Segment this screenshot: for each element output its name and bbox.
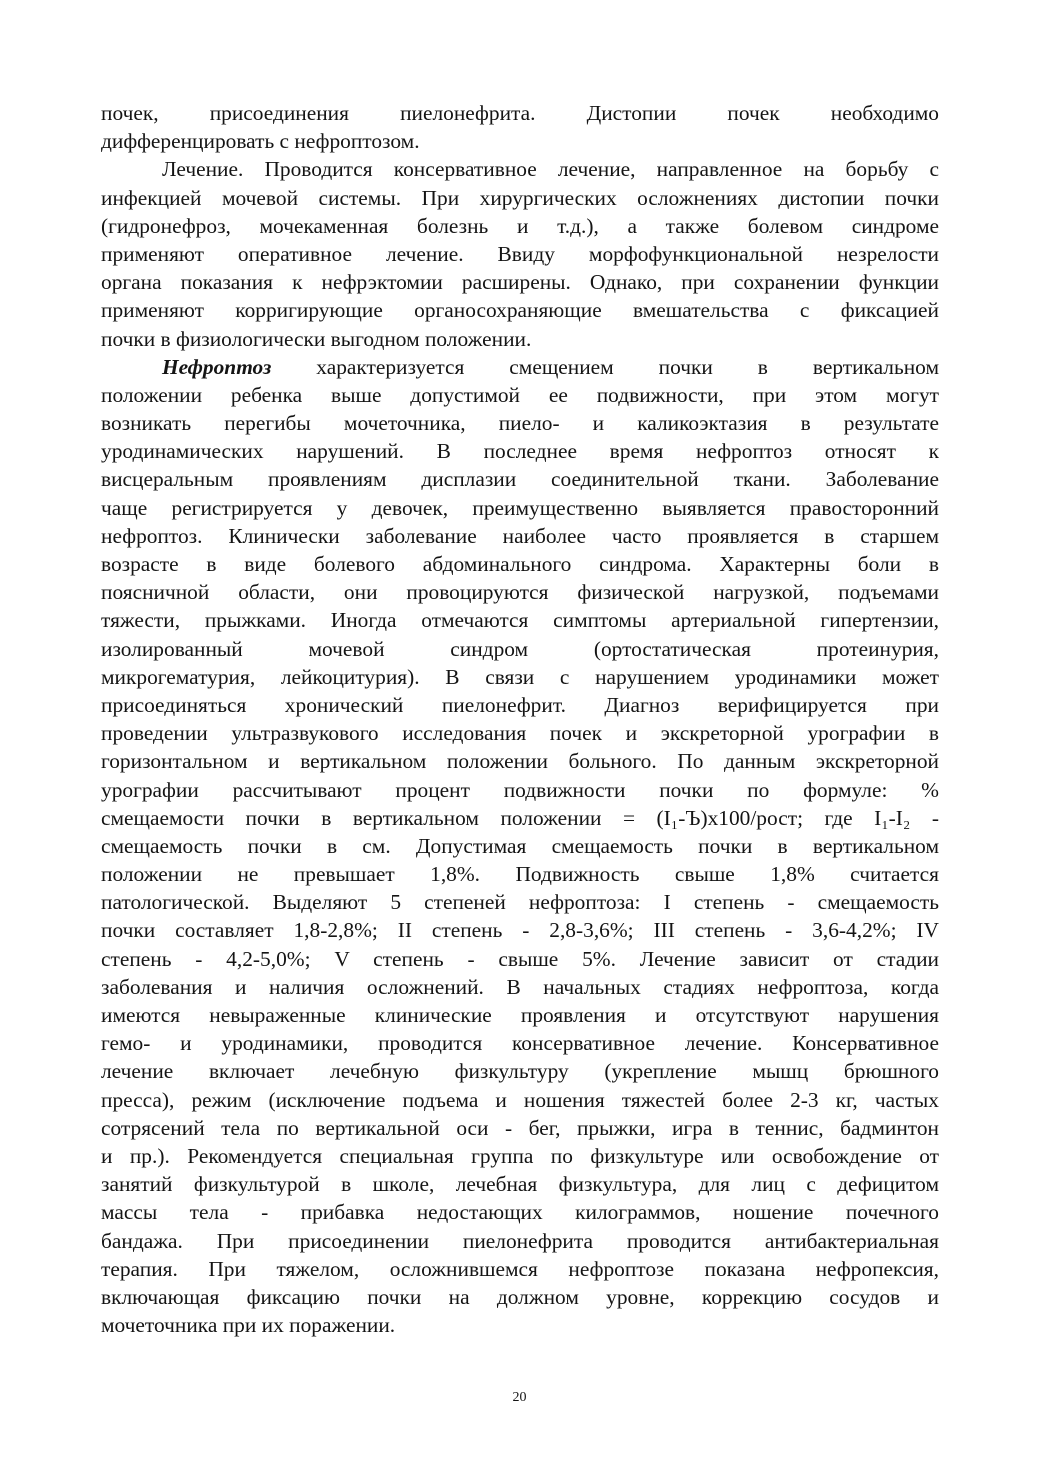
text-line: включающая фиксацию почки на должном уровне, коррекцию сосудов и bbox=[101, 1284, 939, 1309]
text-line: положении не превышает 1,8%. Подвижность свыше 1,8% считается bbox=[101, 862, 939, 887]
paragraph-dystopia-end bbox=[101, 99, 939, 155]
text-line: почки в физиологически выгодном положении. bbox=[101, 326, 532, 351]
text-line: и пр.). Рекомендуется специальная группа по физкультуре или освобождение от bbox=[101, 1143, 939, 1168]
text-line: сотрясений тела по вертикальной оси - бег, прыжки, игра в теннис, бадминтон bbox=[101, 1115, 939, 1140]
text-line: гемо- и уродинамики, проводится консервативное лечение. Консервативное bbox=[101, 1031, 939, 1056]
text-line: мочеточника при их поражении. bbox=[101, 1313, 396, 1338]
text-line: нефроптоз. Клинически заболевание наиболее часто проявляется в старшем bbox=[101, 523, 939, 548]
text-line: висцеральным проявлениям дисплазии соединительной ткани. Заболевание bbox=[101, 467, 939, 492]
text-line: изолированный мочевой синдром (ортостатическая протеинурия, bbox=[101, 636, 939, 661]
text-line: почки составляет 1,8-2,8%; II степень - 2,8-3,6%; III степень - 3,6-4,2%; IV bbox=[101, 918, 939, 943]
text-line: чаще регистрируется у девочек, преимущественно выявляется правосторонний bbox=[101, 495, 939, 520]
term-nephroptosis: Нефроптоз bbox=[162, 354, 272, 379]
text-line: применяют оперативное лечение. Ввиду морфофункциональной незрелости bbox=[101, 241, 939, 266]
text-line: степень - 4,2-5,0%; V степень - свыше 5%. Лечение зависит от стадии bbox=[101, 946, 939, 971]
text-line: присоединяться хронический пиелонефрит. Диагноз верифицируется при bbox=[101, 692, 939, 717]
text-line: инфекцией мочевой системы. При хирургических осложнениях дистопии почки bbox=[101, 185, 939, 210]
text-line: почек, присоединения пиелонефрита. Дистопии почек необходимо bbox=[101, 101, 939, 125]
text-line: микрогематурия, лейкоцитурия). В связи с нарушением уродинамики может bbox=[101, 664, 939, 689]
text-line: массы тела - прибавка недостающих килограммов, ношение почечного bbox=[101, 1200, 939, 1225]
document-body bbox=[101, 99, 939, 1339]
text-line: Лечение. Проводится консервативное лечение, направленное на борьбу с bbox=[162, 157, 939, 182]
text-line: бандажа. При присоединении пиелонефрита проводится антибактериальная bbox=[101, 1228, 939, 1253]
text-line: уродинамических нарушений. В последнее время нефроптоз относят к bbox=[101, 439, 939, 464]
text-line: положении ребенка выше допустимой ее подвижности, при этом могут bbox=[101, 382, 939, 407]
text-line: возникать перегибы мочеточника, пиело- и каликоэктазия в результате bbox=[101, 411, 939, 436]
text-line: пресса), режим (исключение подъема и ношения тяжестей более 2-3 кг, частых bbox=[101, 1087, 939, 1112]
paragraph-treatment bbox=[101, 155, 939, 352]
text-line: дифференцировать с нефроптозом. bbox=[101, 129, 420, 154]
text-line: патологической. Выделяют 5 степеней нефроптоза: I степень - смещаемость bbox=[101, 890, 939, 915]
text-line: горизонтальном и вертикальном положении больного. По данным экскреторной bbox=[101, 749, 939, 774]
text-line: проведении ультразвукового исследования почек и экскреторной урографии в bbox=[101, 721, 939, 746]
text-line: заболевания и наличия осложнений. В начальных стадиях нефроптоза, когда bbox=[101, 974, 939, 999]
text-line: (гидронефроз, мочекаменная болезнь и т.д.), а также болевом синдроме bbox=[101, 213, 939, 238]
page-number: 20 bbox=[512, 1390, 527, 1405]
text-line: возрасте в виде болевого абдоминального синдрома. Характерны боли в bbox=[101, 552, 939, 576]
text-line: занятий физкультурой в школе, лечебная физкультура, для лиц с дефицитом bbox=[101, 1172, 939, 1197]
text-line: поясничной области, они провоцируются физической нагрузкой, подъемами bbox=[101, 580, 939, 605]
text-line: имеются невыраженные клинические проявления и отсутствуют нарушения bbox=[101, 1003, 939, 1027]
text-line: органа показания к нефрэктомии расширены. Однако, при сохранении функции bbox=[101, 270, 939, 295]
text-line: применяют корригирующие органосохраняющие вмешательства с фиксацией bbox=[101, 298, 939, 323]
text-line: урографии рассчитывают процент подвижности почки по формуле: % bbox=[101, 777, 939, 802]
text-line: терапия. При тяжелом, осложнившемся нефроптозе показана нефропексия, bbox=[101, 1256, 939, 1281]
text-line: лечение включает лечебную физкультуру (укрепление мышц брюшного bbox=[101, 1059, 939, 1084]
text-line: смещаемость почки в см. Допустимая смещаемость почки в вертикальном bbox=[101, 833, 939, 858]
text-line-first bbox=[101, 353, 939, 381]
paragraph-nephroptosis bbox=[101, 353, 939, 1340]
text-line: тяжести, прыжками. Иногда отмечаются симптомы артериальной гипертензии, bbox=[101, 608, 939, 633]
text-fragment: характеризуется смещением почки в вертикальном bbox=[316, 354, 939, 379]
text-line: смещаемости почки в вертикальном положении = (I₁-Ъ)x100/рост; где I₁-I₂ - bbox=[101, 805, 939, 830]
